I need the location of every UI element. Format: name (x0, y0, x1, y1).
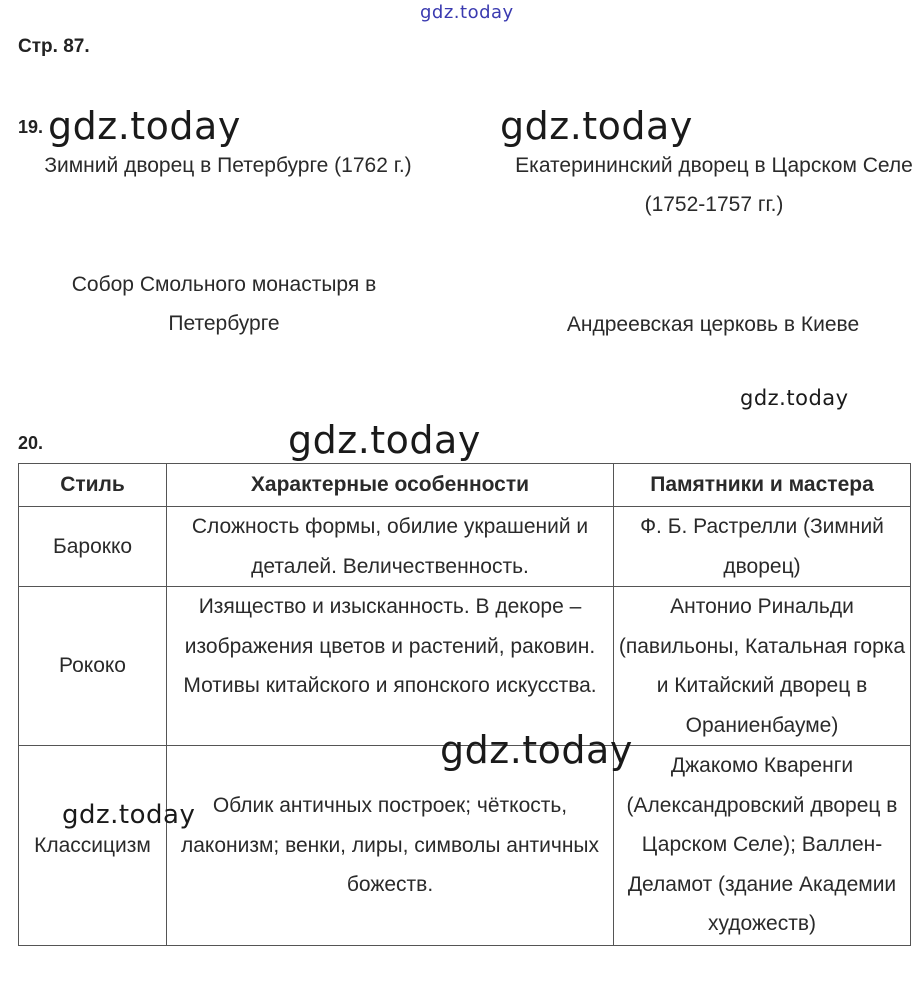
monuments-cell: Ф. Б. Растрелли (Зимний дворец) (614, 507, 911, 587)
header-features: Характерные особенности (167, 464, 614, 507)
watermark-table-left: gdz.today (62, 800, 196, 830)
watermark-small-right: gdz.today (740, 386, 849, 410)
features-cell: Облик античных построек; чёткость, лаконизм; венки, лиры, символы античных божеств. (167, 746, 614, 946)
header-style: Стиль (19, 464, 167, 507)
style-cell: Барокко (19, 507, 167, 587)
table-row (19, 507, 911, 587)
monuments-cell: Джакомо Кваренги (Александровский дворец в Царском Селе); Валлен-Деламот (здание Академии художеств) (614, 746, 911, 946)
task-19-item-catherine-palace: Екатерининский дворец в Царском Селе (1752-1757 гг.) (515, 154, 913, 216)
features-cell: Изящество и изысканность. В декоре – изображения цветов и растений, раковин. Мотивы китайского и японского искусства. (167, 587, 614, 746)
style-cell: Рококо (19, 587, 167, 746)
features-cell: Сложность формы, обилие украшений и деталей. Величественность. (167, 507, 614, 587)
style-cell: Классицизм (19, 746, 167, 946)
task-19-item-winter-palace: Зимний дворец в Петербурге (1762 г.) (44, 154, 412, 177)
task-19-item-st-andrew-church: Андреевская церковь в Киеве (566, 313, 860, 336)
monuments-cell: Антонио Ринальди (павильоны, Катальная горка и Китайский дворец в Ораниенбауме) (614, 587, 911, 746)
table-row (19, 746, 911, 946)
task-19-item-smolny-cathedral: Собор Смольного монастыря в Петербурге (71, 273, 377, 335)
watermark-20: gdz.today (288, 418, 481, 462)
table-row (19, 587, 911, 746)
table-header-row (19, 464, 911, 507)
watermark-19-right: gdz.today (500, 104, 693, 148)
task-19-number: 19. (18, 117, 44, 137)
task-20-number: 20. (18, 433, 44, 453)
page-label: Стр. 87. (18, 36, 90, 57)
art-styles-table (18, 463, 911, 946)
watermark-table-center: gdz.today (440, 728, 633, 772)
header-monuments: Памятники и мастера (614, 464, 911, 507)
watermark-19-left: gdz.today (48, 104, 241, 148)
watermark-top: gdz.today (420, 2, 514, 23)
